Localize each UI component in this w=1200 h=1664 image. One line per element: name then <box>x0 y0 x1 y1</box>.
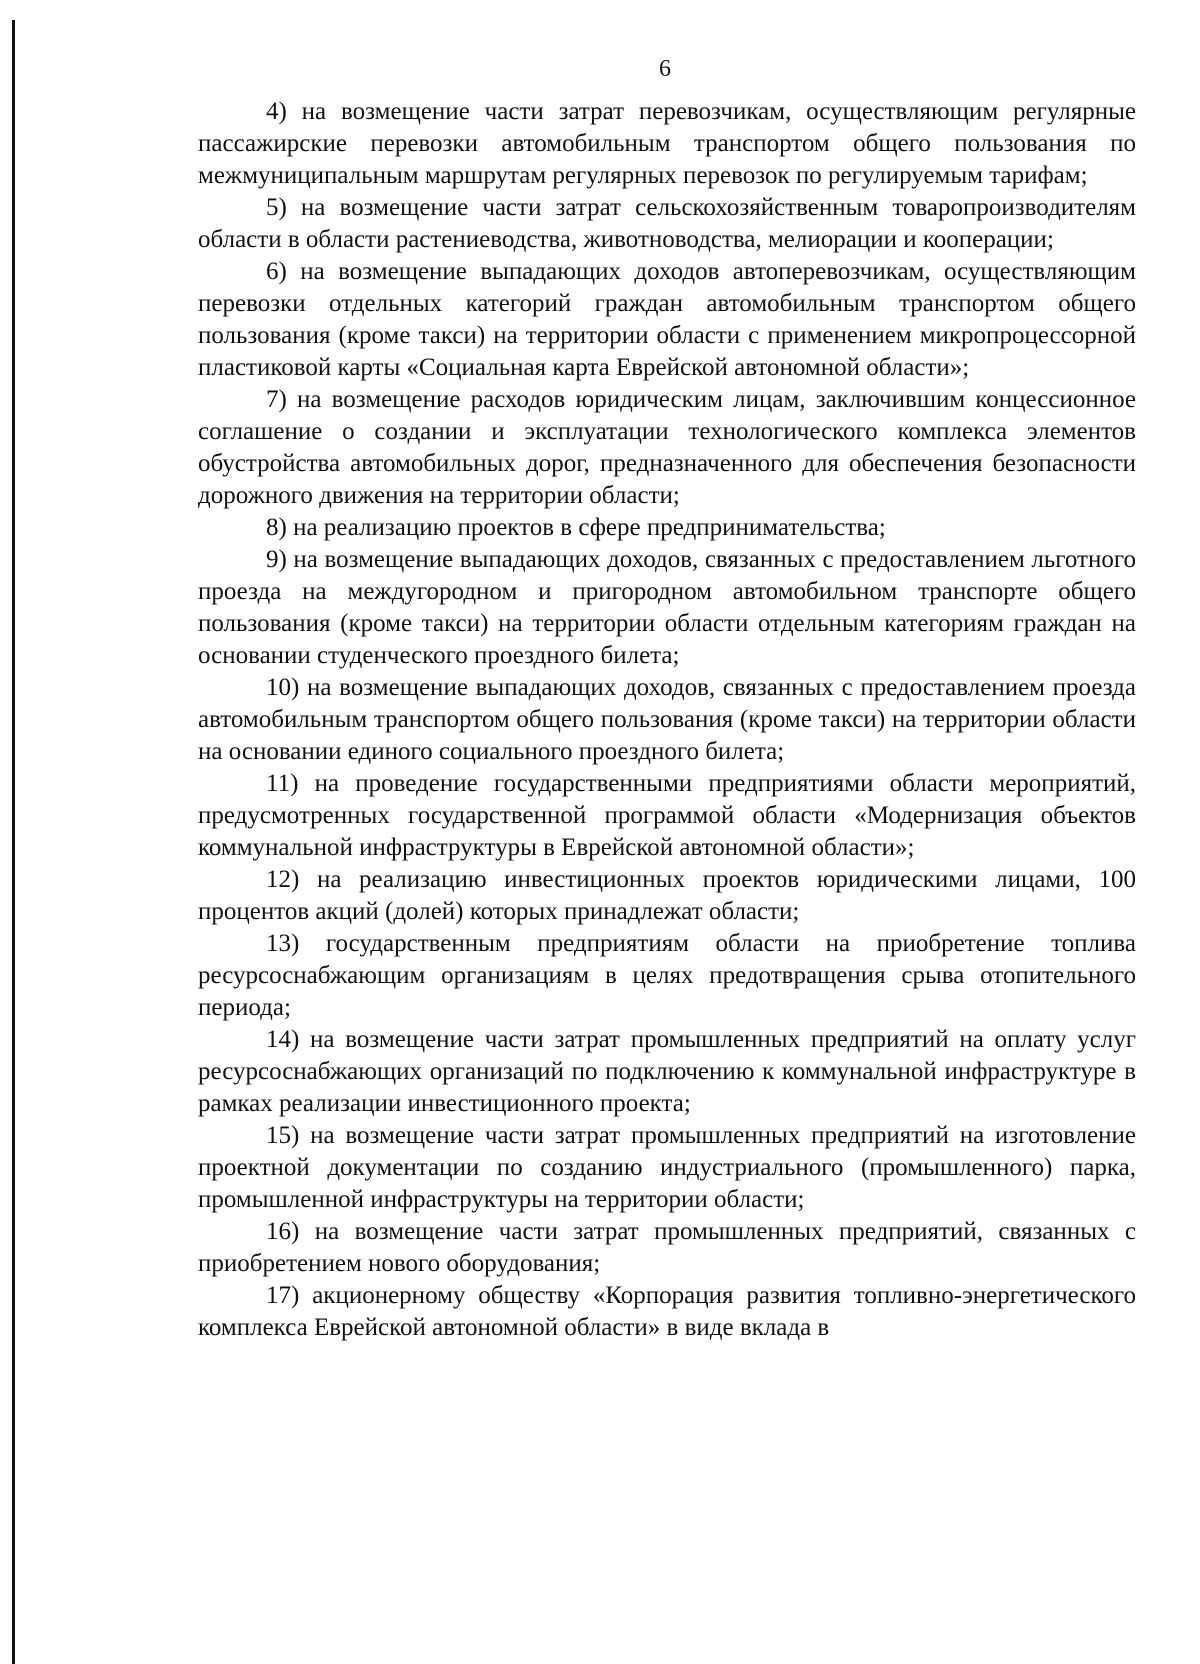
paragraph-item-15: 15) на возмещение части затрат промышленных предприятий на изготовление проектной документации по созданию индустриального (промышленного) парка, промышленной инфраструктуры на территории области; <box>198 1122 1136 1213</box>
paragraph-item-17: 17) акционерному обществу «Корпорация развития топливно-энергетического комплекса Еврейской автономной области» в виде вклада в <box>198 1282 1136 1341</box>
paragraph-item-4: 4) на возмещение части затрат перевозчикам, осуществляющим регулярные пассажирские перевозки автомобильным транспортом общего пользования по межмуниципальным маршрутам регулярных перевозок по регулируемым тарифам; <box>198 98 1136 189</box>
paragraph-item-8: 8) на реализацию проектов в сфере предпринимательства; <box>266 514 886 541</box>
paragraph-item-10: 10) на возмещение выпадающих доходов, связанных с предоставлением проезда автомобильным транспортом общего пользования (кроме такси) на территории области на основании единого социального проездного билета; <box>198 674 1136 765</box>
paragraph-item-5: 5) на возмещение части затрат сельскохозяйственным товаропроизводителям области в области растениеводства, животноводства, мелиорации и кооперации; <box>198 194 1136 253</box>
paragraph-item-7: 7) на возмещение расходов юридическим лицам, заключившим концессионное соглашение о создании и эксплуатации технологического комплекса элементов обустройства автомобильных дорог, предназначенного для обеспечения безопасности дорожного движения на территории области; <box>198 386 1136 509</box>
paragraph-item-16: 16) на возмещение части затрат промышленных предприятий, связанных с приобретением нового оборудования; <box>198 1218 1136 1277</box>
page-number: 6 <box>659 56 671 82</box>
document-body <box>198 96 1136 1344</box>
paragraph-item-6: 6) на возмещение выпадающих доходов автоперевозчикам, осуществляющим перевозки отдельных категорий граждан автомобильным транспортом общего пользования (кроме такси) на территории области с применением микропроцессорной пластиковой карты «Социальная карта Еврейской автономной области»; <box>198 258 1136 381</box>
scan-left-border-line <box>12 20 15 1664</box>
paragraph-item-14: 14) на возмещение части затрат промышленных предприятий на оплату услуг ресурсоснабжающих организаций по подключению к коммунальной инфраструктуре в рамках реализации инвестиционного проекта; <box>198 1026 1136 1117</box>
paragraph-item-9: 9) на возмещение выпадающих доходов, связанных с предоставлением льготного проезда на междугородном и пригородном автомобильном транспорте общего пользования (кроме такси) на территории области отдельным категориям граждан на основании студенческого проездного билета; <box>198 546 1136 669</box>
paragraph-item-13: 13) государственным предприятиям области на приобретение топлива ресурсоснабжающим организациям в целях предотвращения срыва отопительного периода; <box>198 930 1136 1021</box>
paragraph-item-12: 12) на реализацию инвестиционных проектов юридическими лицами, 100 процентов акций (долей) которых принадлежат области; <box>198 866 1136 925</box>
paragraph-item-11: 11) на проведение государственными предприятиями области мероприятий, предусмотренных государственной программой области «Модернизация объектов коммунальной инфраструктуры в Еврейской автономной области»; <box>198 770 1136 861</box>
